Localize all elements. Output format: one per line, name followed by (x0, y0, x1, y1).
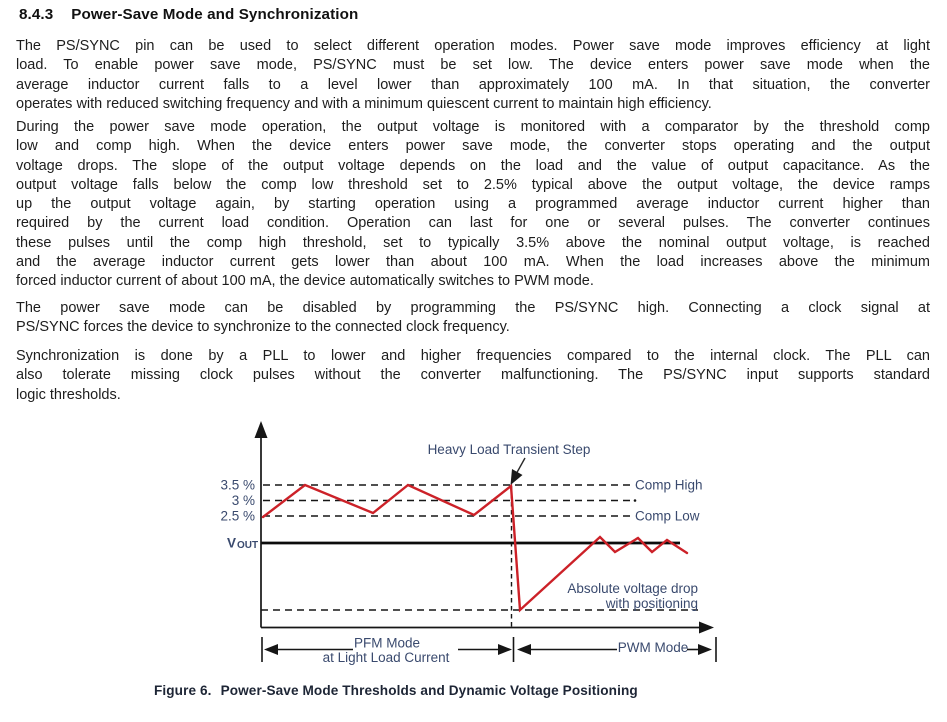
text-line: up the output voltage again, by starting operation using a programmed average inductor current higher than (16, 196, 930, 213)
pfm-right-arrowhead (498, 644, 512, 655)
text-line: operates with reduced switching frequency and with a minimum quiescent current to maintain high efficiency. (16, 95, 712, 112)
pfm-left-arrowhead (264, 644, 278, 655)
paragraph-3 (16, 299, 930, 338)
pwm-left-arrowhead (517, 644, 531, 655)
transient-step-label: Heavy Load Transient Step (427, 442, 591, 457)
figure-caption-number: Figure 6. (154, 683, 212, 698)
section-number: 8.4.3 (19, 6, 54, 23)
pwm-right-arrowhead (698, 644, 712, 655)
section-heading (19, 6, 358, 23)
text-line: The PS/SYNC pin can be used to select different operation modes. Power save mode improves efficiency at light (16, 38, 930, 54)
threshold-2p5-label: 2.5 % (220, 508, 255, 524)
threshold-3-label: 3 % (231, 493, 255, 508)
pfm-mode-label-line2: at Light Load Current (322, 650, 450, 665)
absolute-drop-label-line2: with positioning (605, 596, 698, 611)
text-line: low and comp high. When the device enters power save mode, the converter stops operating and the output (16, 138, 930, 155)
mid-threshold-line-end-dot (634, 499, 637, 502)
figure-caption (154, 683, 638, 698)
text-line: also tolerate missing clock pulses without the converter malfunctioning. The PS/SYNC input supports standard (16, 367, 930, 384)
text-line: output voltage falls below the comp low threshold set to 2.5% typical above the output voltage, the device ramps (16, 176, 930, 193)
text-line: logic thresholds. (16, 386, 121, 403)
power-save-mode-diagram (150, 418, 730, 678)
text-line: Synchronization is done by a PLL to lower and higher frequencies compared to the internal clock. The PLL can (16, 348, 930, 364)
text-line: required by the current load condition. Operation can last for one or several pulses. The converter continues (16, 215, 930, 232)
text-line: and the average inductor current gets lower than about 100 mA. When the load increases above the minimum (16, 254, 930, 271)
pwm-mode-label: PWM Mode (617, 640, 689, 655)
threshold-3p5-label: 3.5 % (220, 477, 255, 493)
paragraph-4 (16, 347, 930, 405)
text-line: PS/SYNC forces the device to synchronize to the connected clock frequency. (16, 319, 510, 336)
vout-label: V (227, 535, 237, 551)
paragraph-2 (16, 118, 930, 292)
comp-high-label: Comp High (635, 477, 703, 493)
figure-caption-title: Power-Save Mode Thresholds and Dynamic Voltage Positioning (220, 683, 638, 698)
comp-low-label: Comp Low (635, 508, 700, 524)
text-line: The power save mode can be disabled by programming the PS/SYNC high. Connecting a clock signal at (16, 300, 930, 316)
vout-label-subscript: OUT (237, 540, 259, 551)
y-axis-arrowhead (255, 421, 268, 438)
absolute-drop-label-line1: Absolute voltage drop (567, 581, 698, 596)
text-line: During the power save mode operation, the output voltage is monitored with a comparator by the threshold comp (16, 119, 930, 135)
transient-step-arrowhead (511, 469, 523, 485)
text-line: average inductor current falls to a level lower than approximately 100 mA. In that situation, the converter (16, 76, 930, 93)
text-line: forced inductor current of about 100 mA, the device automatically switches to PWM mode. (16, 273, 594, 290)
text-line: voltage drops. The slope of the output voltage depends on the load and the value of output capacitance. As the (16, 157, 930, 174)
pfm-mode-label: PFM Mode (353, 635, 421, 651)
section-title: Power-Save Mode and Synchronization (71, 6, 359, 23)
figure-6-diagram (150, 418, 730, 678)
text-line: load. To enable power save mode, PS/SYNC must be set low. The device enters power save mode when the (16, 57, 930, 74)
paragraph-1 (16, 37, 930, 114)
text-line: these pulses until the comp high threshold, set to typically 3.5% above the nominal output voltage, is reached (16, 234, 930, 251)
x-axis-arrowhead (699, 622, 714, 634)
